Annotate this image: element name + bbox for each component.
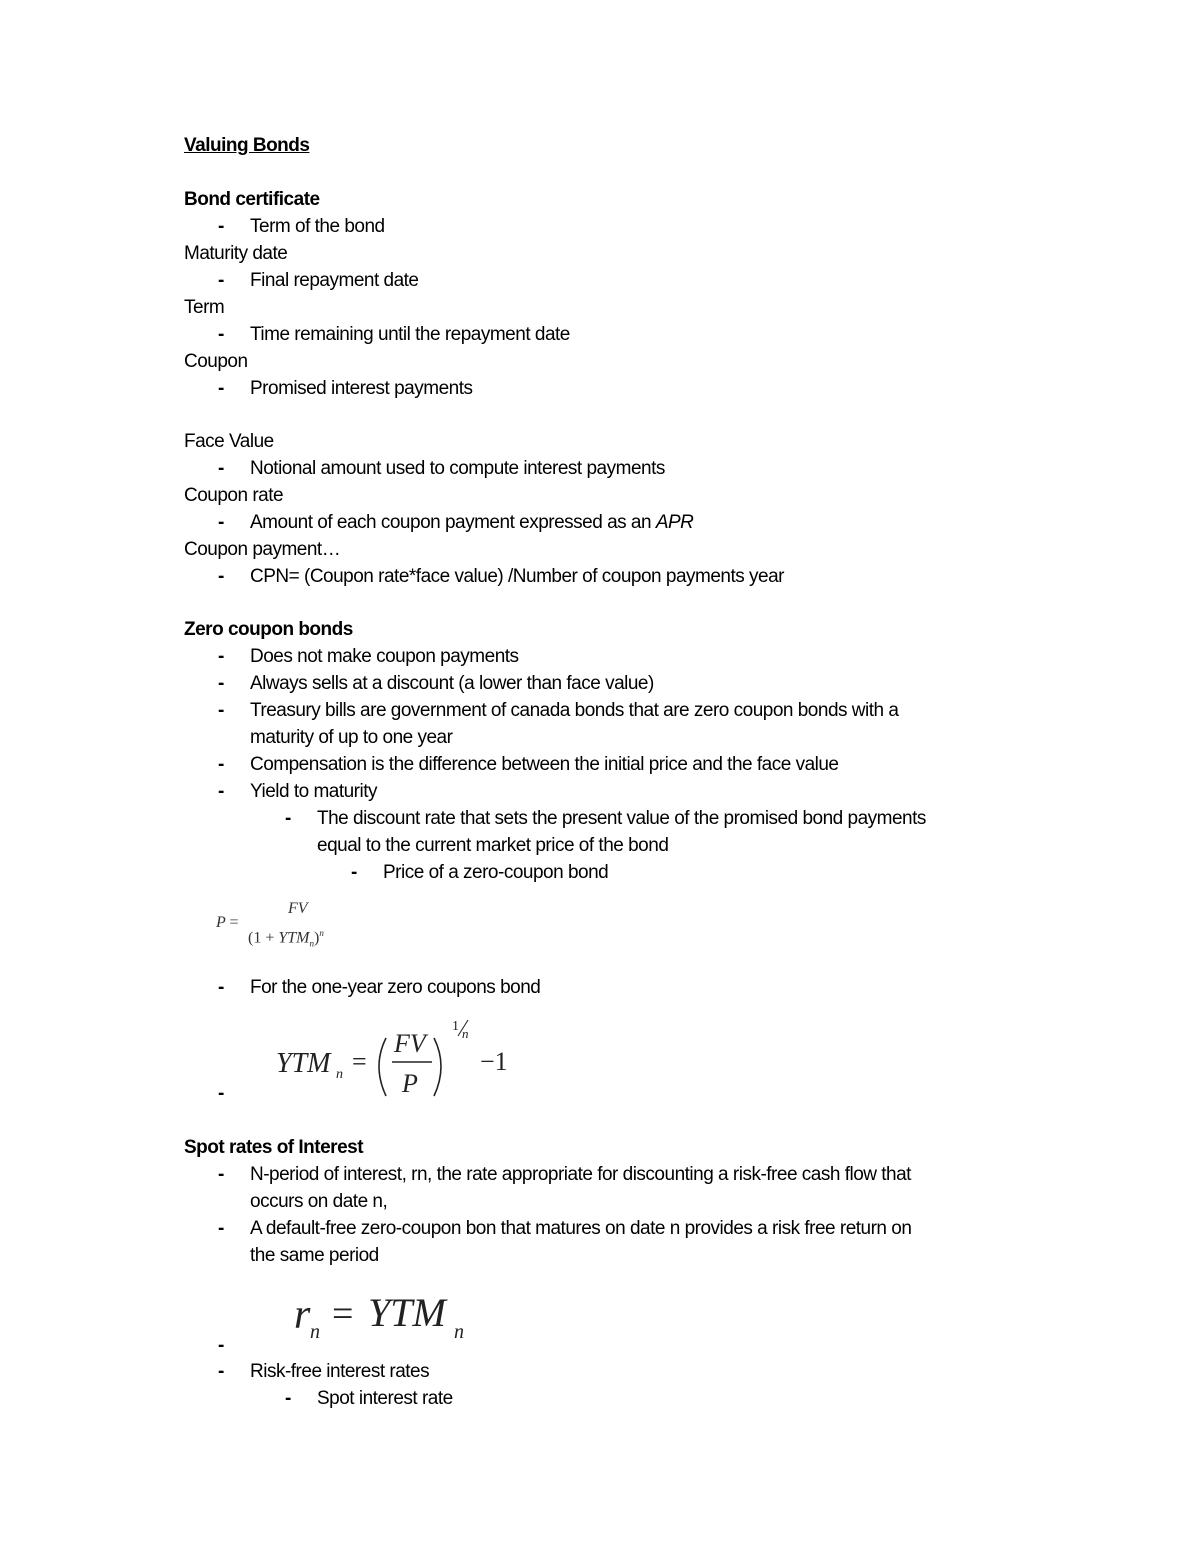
svg-text:=: = [352,1047,367,1076]
list-bullet: - [218,1164,225,1185]
svg-text:n: n [336,1067,343,1082]
list-item: Always sells at a discount (a lower than face value) [250,673,654,694]
face-value-label: Face Value [184,431,274,452]
list-item: Yield to maturity [250,781,378,802]
svg-text:1: 1 [452,1019,459,1034]
apr-term: APR [655,512,694,533]
list-item [250,509,693,536]
list-item: N-period of interest, rn, the rate appropriate for discounting a risk-free cash flow that [250,1164,911,1185]
list-item: The discount rate that sets the present value of the promised bond payments [317,808,926,829]
list-bullet: - [218,216,225,237]
list-bullet: - [351,862,358,883]
list-item: For the one-year zero coupons bond [250,977,541,998]
page-title: Valuing Bonds [184,135,310,156]
list-item: CPN= (Coupon rate*face value) /Number of coupon payments year [250,566,784,587]
list-bullet: - [218,646,225,667]
list-bullet: - [285,808,292,829]
list-item: Does not make coupon payments [250,646,519,667]
list-bullet: - [218,1335,225,1356]
list-bullet: - [218,977,225,998]
ytm-formula [272,1012,532,1104]
list-item: Notional amount used to compute interest payments [250,458,665,479]
coupon-rate-desc: Amount of each coupon payment expressed as an [250,512,656,533]
list-bullet: - [218,270,225,291]
list-item: Spot interest rate [317,1388,453,1409]
list-item: Risk-free interest rates [250,1361,430,1382]
price-formula [216,898,366,952]
bond-certificate-heading: Bond certificate [184,189,320,210]
maturity-date-label: Maturity date [184,243,288,264]
list-item: A default-free zero-coupon bon that matures on date n provides a risk free return on [250,1218,912,1239]
zero-coupon-heading: Zero coupon bonds [184,619,353,640]
list-bullet: - [218,324,225,345]
svg-text:n: n [310,1321,320,1343]
spot-rates-heading: Spot rates of Interest [184,1137,364,1158]
svg-text:n: n [462,1026,469,1041]
coupon-label: Coupon [184,351,248,372]
ytm-formula-graphic [272,1012,532,1104]
list-item-continuation: equal to the current market price of the bond [317,835,669,856]
list-item-continuation: maturity of up to one year [250,727,453,748]
list-bullet: - [218,754,225,775]
svg-text:FV: FV [394,1029,426,1058]
list-bullet: - [218,781,225,802]
list-bullet: - [218,700,225,721]
svg-text:P: P [402,1069,418,1098]
formula-numerator: FV [288,900,308,917]
svg-text:=: = [332,1293,354,1335]
list-bullet: - [218,1361,225,1382]
list-item: Promised interest payments [250,378,473,399]
list-item-continuation: occurs on date n, [250,1191,388,1212]
list-bullet: - [218,1083,225,1104]
list-item: Treasury bills are government of canada bonds that are zero coupon bonds with a [250,700,899,721]
spot-rate-formula [290,1286,490,1346]
formula-denominator: $(1 + YTM_n)^n$ [248,928,324,949]
svg-text:YTM: YTM [368,1290,446,1335]
list-item: Final repayment date [250,270,419,291]
list-item: Term of the bond [250,216,385,237]
term-label: Term [184,297,225,318]
list-bullet: - [285,1388,292,1409]
list-item: Price of a zero-coupon bond [383,862,609,883]
list-item: Time remaining until the repayment date [250,324,570,345]
list-item-continuation: the same period [250,1245,379,1266]
coupon-payment-label: Coupon payment… [184,539,341,560]
svg-text:−1: −1 [480,1047,508,1076]
list-bullet: - [218,1218,225,1239]
list-bullet: - [218,378,225,399]
svg-text:r: r [294,1292,311,1338]
list-bullet: - [218,566,225,587]
list-item: Compensation is the difference between the initial price and the face value [250,754,839,775]
svg-text:YTM: YTM [276,1048,331,1079]
formula-lhs: P = [216,914,239,931]
list-bullet: - [218,458,225,479]
spot-rate-formula-graphic [290,1286,490,1346]
coupon-rate-label: Coupon rate [184,485,284,506]
list-bullet: - [218,512,225,533]
svg-text:n: n [454,1321,464,1343]
list-bullet: - [218,673,225,694]
